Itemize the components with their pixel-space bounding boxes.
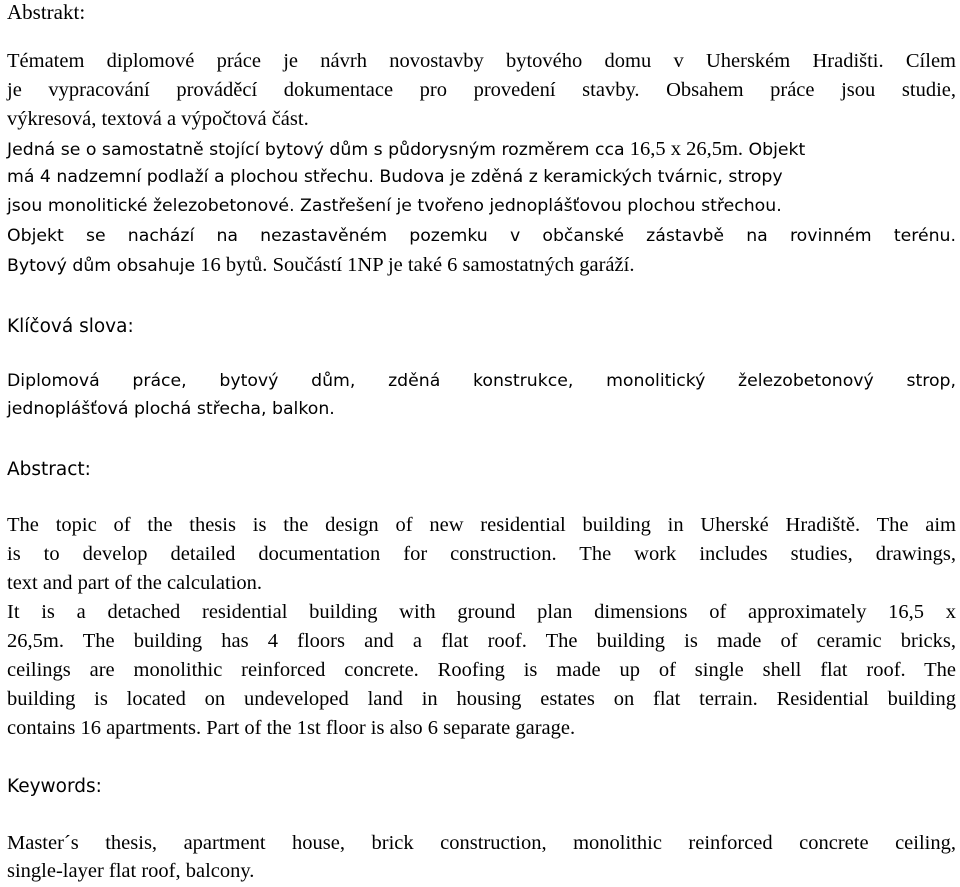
abstract-line-2: is to develop detailed documentation for construction. The work includes studies, drawings,	[7, 543, 956, 565]
abstrakt-line-5-text: má 4 nadzemní podlaží a plochou střechu.	[7, 167, 374, 187]
heading-keywords: Keywords:	[7, 776, 102, 797]
abstrakt-line-8-count: 16 bytů.	[195, 254, 268, 276]
abstract-line-3: text and part of the calculation.	[7, 572, 263, 594]
abstrakt-line-5	[7, 163, 956, 192]
abstrakt-line-4	[7, 135, 956, 164]
keywords-line-1: Master´s thesis, apartment house, brick construction, monolithic reinforced concrete ceiling,	[7, 832, 956, 854]
abstract-line-8: contains 16 apartments. Part of the 1st floor is also 6 separate garage.	[7, 717, 576, 739]
abstrakt-line-7: Objekt se nachází na nezastavěném pozemku v občanské zástavbě na rovinném terénu.	[7, 226, 956, 246]
abstrakt-line-5-end: Budova je zděná z keramických tvárnic, stropy	[373, 167, 783, 187]
keywords-line-2: single-layer flat roof, balcony.	[7, 860, 255, 882]
abstrakt-line-6: jsou monolitické železobetonové. Zastřešení je tvořeno jednoplášťovou plochou střechou.	[7, 196, 782, 216]
abstrakt-line-8-text: Bytový dům obsahuje	[7, 256, 196, 276]
abstrakt-line-8	[7, 251, 634, 280]
heading-abstrakt: Abstrakt:	[7, 0, 86, 24]
heading-abstract: Abstract:	[7, 459, 91, 480]
abstract-line-4: It is a detached residential building with ground plan dimensions of approximately 16,5 x	[7, 601, 956, 623]
abstrakt-line-4-end: Objekt	[743, 140, 806, 160]
abstrakt-line-2: je vypracování prováděcí dokumentace pro provedení stavby. Obsahem práce jsou studie,	[7, 79, 956, 101]
abstrakt-line-4-dims: 16,5 x 26,5m.	[624, 138, 744, 160]
klicova-line-1: Diplomová práce, bytový dům, zděná konstrukce, monolitický železobetonový strop,	[7, 371, 956, 391]
klicova-line-2: jednoplášťová plochá střecha, balkon.	[7, 399, 335, 419]
abstrakt-line-1: Tématem diplomové práce je návrh novostavby bytového domu v Uherském Hradišti. Cílem	[7, 50, 956, 72]
abstract-line-6: ceilings are monolithic reinforced concrete. Roofing is made up of single shell flat roof. The	[7, 659, 956, 681]
abstract-line-1: The topic of the thesis is the design of new residential building in Uherské Hradiště. The aim	[7, 514, 956, 536]
abstract-line-5: 26,5m. The building has 4 floors and a flat roof. The building is made of ceramic bricks,	[7, 630, 956, 652]
abstrakt-line-4-text: Jedná se o samostatně stojící bytový dům s půdorysným rozměrem cca	[7, 140, 625, 160]
abstrakt-line-8-end: Součástí 1NP je také 6 samostatných garáží.	[267, 254, 635, 276]
abstrakt-line-3: výkresová, textová a výpočtová část.	[7, 108, 309, 130]
abstract-line-7: building is located on undeveloped land in housing estates on flat terrain. Residential building	[7, 688, 956, 710]
heading-klicova-slova: Klíčová slova:	[7, 316, 134, 337]
